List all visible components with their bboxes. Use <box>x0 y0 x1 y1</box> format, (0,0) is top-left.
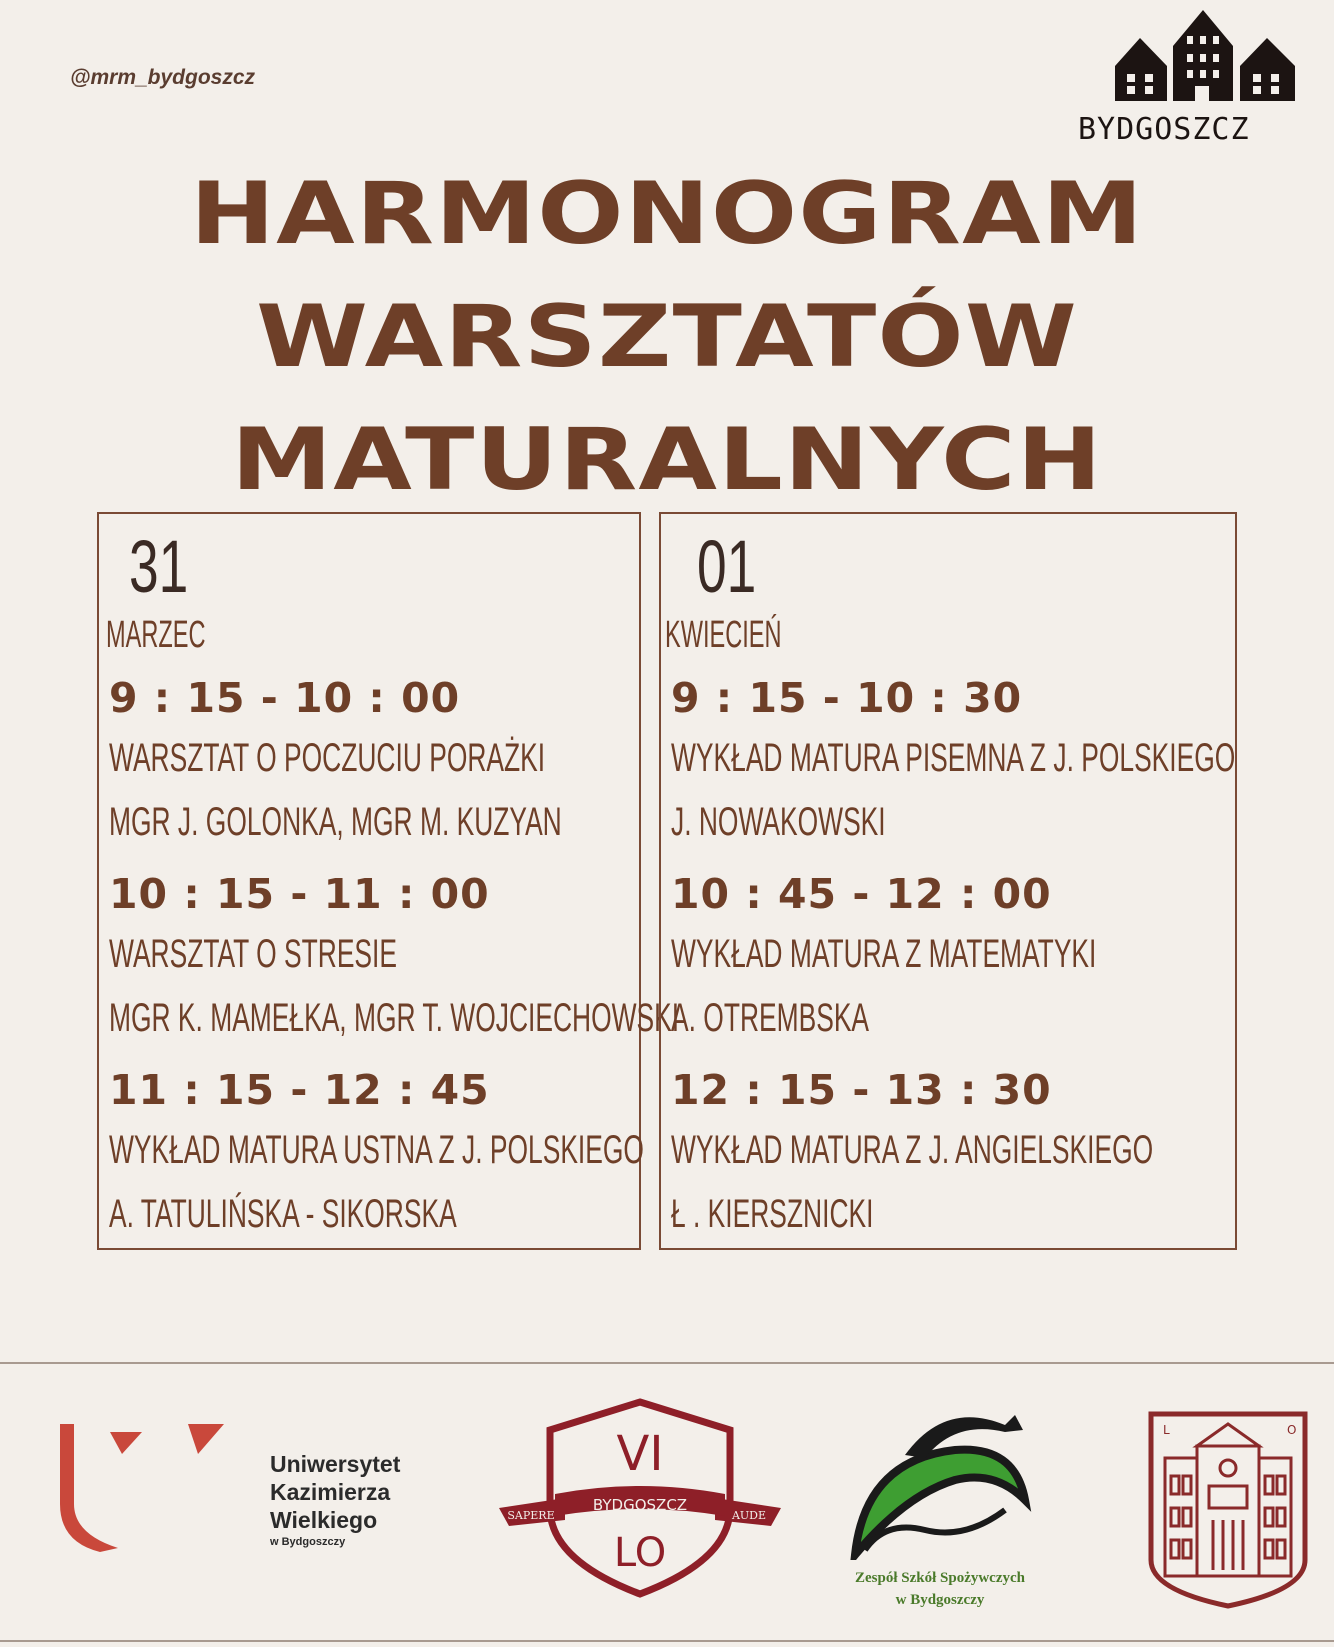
month-label: KWIECIEŃ <box>665 614 782 656</box>
ukw-mark-icon <box>60 1424 230 1554</box>
vilo-shield-icon <box>495 1398 785 1598</box>
session-title: WARSZTAT O STRESIE <box>109 932 397 976</box>
session-speaker: MGR J. GOLONKA, MGR M. KUZYAN <box>109 800 562 844</box>
day-number: 31 <box>129 525 189 608</box>
ukw-line-2: Kazimierza <box>270 1479 391 1505</box>
zss-logo <box>845 1400 1045 1565</box>
session-speaker: J. NOWAKOWSKI <box>671 800 886 844</box>
session-speaker: A. OTREMBSKA <box>671 996 870 1040</box>
crest-left-letter: L <box>1163 1423 1170 1437</box>
month-label: MARZEC <box>106 614 206 656</box>
day-box-march-31 <box>97 512 680 1250</box>
vilo-crest-logo <box>495 1398 785 1603</box>
day-number: 01 <box>697 525 757 608</box>
ukw-line-4: w Bydgoszczy <box>270 1536 346 1548</box>
session-time: 12 : 15 - 13 : 30 <box>671 1066 1052 1114</box>
vilo-band-text: BYDGOSZCZ <box>592 1496 688 1514</box>
ukw-line-3: Wielkiego <box>270 1507 378 1533</box>
vilo-bottom-text: LO <box>613 1530 667 1576</box>
ukw-logo <box>60 1424 230 1559</box>
title-line-3: MATURALNYCH <box>231 410 1103 510</box>
session-speaker: Ł . KIERSZNICKI <box>671 1192 874 1236</box>
ukw-line-1: Uniwersytet <box>270 1451 401 1477</box>
zss-name <box>820 1567 1060 1611</box>
leaf-icon <box>845 1400 1045 1560</box>
session-title: WYKŁAD MATURA PISEMNA Z J. POLSKIEGO <box>671 736 1236 780</box>
session-title: WYKŁAD MATURA Z J. ANGIELSKIEGO <box>671 1128 1154 1172</box>
session-time: 10 : 15 - 11 : 00 <box>109 870 490 918</box>
session-speaker: A. TATULIŃSKA - SIKORSKA <box>109 1192 457 1236</box>
session-speaker: MGR K. MAMEŁKA, MGR T. WOJCIECHOWSKI <box>109 996 680 1040</box>
ukw-name <box>270 1450 400 1550</box>
crest-right-letter: O <box>1287 1423 1297 1437</box>
city-logo-text: BYDGOSZCZ <box>1078 112 1250 147</box>
session-time: 10 : 45 - 12 : 00 <box>671 870 1052 918</box>
zss-line-2: w Bydgoszczy <box>895 1592 985 1608</box>
divider-bottom <box>0 1640 1334 1642</box>
divider-top <box>0 1362 1334 1364</box>
session-title: WARSZTAT O POCZUCIU PORAŻKI <box>109 736 546 780</box>
session-time: 11 : 15 - 12 : 45 <box>109 1066 490 1114</box>
zss-line-1: Zespół Szkół Spożywczych <box>854 1570 1025 1586</box>
houses-icon <box>1105 6 1315 126</box>
day-box-april-01 <box>659 512 1237 1250</box>
session-title: WYKŁAD MATURA Z MATEMATYKI <box>671 932 1097 976</box>
title-line-1: HARMONOGRAM <box>189 164 1144 264</box>
session-time: 9 : 15 - 10 : 30 <box>671 674 1023 722</box>
session-time: 9 : 15 - 10 : 00 <box>109 674 461 722</box>
session-title: WYKŁAD MATURA USTNA Z J. POLSKIEGO <box>109 1128 644 1172</box>
instagram-handle: @mrm_bydgoszcz <box>70 66 256 89</box>
vilo-top-text: VI <box>616 1426 664 1482</box>
building-icon <box>1147 1410 1309 1610</box>
lo-building-crest-logo <box>1147 1410 1309 1615</box>
vilo-right-text: AUDE <box>731 1509 767 1522</box>
vilo-left-text: SAPERE <box>507 1509 555 1522</box>
title-line-2: WARSZTATÓW <box>256 287 1078 387</box>
